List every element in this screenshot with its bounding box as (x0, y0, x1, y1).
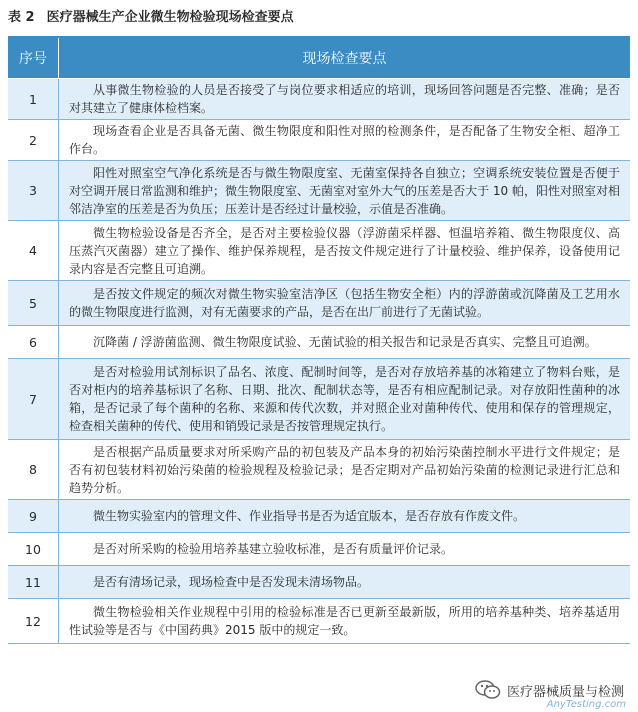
watermark-site: AnyTesting.com (546, 699, 626, 710)
row-text-content: 微生物检验相关作业规程中引用的检验标准是否已更新至最新版，所用的培养基种类、培养基适用性试验等是否与《中国药典》2015 版中的规定一致。 (69, 605, 620, 637)
row-text-content: 是否按文件规定的频次对微生物实验室洁净区（包括生物安全柜）内的浮游菌或沉降菌及工艺用水的微生物限度进行监测，对有无菌要求的产品，是否在出厂前进行了无菌试验。 (69, 287, 620, 319)
row-number: 2 (8, 120, 59, 160)
table-row (8, 533, 630, 566)
table-row (8, 161, 630, 221)
row-text (59, 120, 630, 160)
row-text (59, 79, 630, 119)
row-text-content: 现场查看企业是否具备无菌、微生物限度和阳性对照的检测条件，是否配备了生物安全柜、超净工作台。 (69, 124, 620, 156)
row-text (59, 599, 630, 643)
row-text (59, 221, 630, 280)
row-text (59, 566, 630, 598)
row-text (59, 161, 630, 220)
row-number: 1 (8, 79, 59, 119)
row-text-content: 沉降菌 / 浮游菌监测、微生物限度试验、无菌试验的相关报告和记录是否真实、完整且可追溯。 (93, 335, 597, 349)
row-text-content: 是否对所采购的检验用培养基建立验收标准，是否有质量评价记录。 (93, 542, 454, 556)
row-text (59, 281, 630, 325)
table-row (8, 281, 630, 326)
table-row (8, 500, 630, 533)
table-row (8, 359, 630, 440)
row-number: 12 (8, 599, 59, 643)
row-text-content: 是否有清场记录，现场检查中是否发现未清场物品。 (93, 575, 370, 589)
table-header (8, 38, 630, 79)
row-text-content: 微生物实验室内的管理文件、作业指导书是否为适宜版本，是否存放有作废文件。 (93, 509, 526, 523)
row-number: 8 (8, 440, 59, 499)
row-text (59, 500, 630, 532)
row-number: 9 (8, 500, 59, 532)
row-number: 10 (8, 533, 59, 565)
table-title: 医疗器械生产企业微生物检验现场检查要点 (46, 10, 294, 25)
row-text-content: 是否对检验用试剂标识了品名、浓度、配制时间等，是否对存放培养基的冰箱建立了物料台账，是否对柜内的培养基标识了名称、日期、批次、配制状态等，是否有相应配制记录。对存放阳性菌种的冰箱，是否记录了每个菌种的名称、来源和传代次数，并对照企业对菌种传代、使用和保存的管理规定，检查相关菌种的传代、使用和销毁记录是否按管理规定执行。 (69, 365, 620, 433)
header-serial: 序号 (8, 38, 59, 78)
table-row (8, 440, 630, 500)
table-row (8, 566, 630, 599)
row-text (59, 440, 630, 499)
wechat-icon (475, 680, 501, 700)
row-text-content: 是否根据产品质量要求对所采购产品的初包装及产品本身的初始污染菌控制水平进行文件规定；是否有初包装材料初始污染菌的检验规程及检验记录；是否定期对产品初始污染菌的检测记录进行汇总和趋势分析。 (69, 444, 620, 495)
row-text-content: 微生物检验设备是否齐全，是否对主要检验仪器（浮游菌采样器、恒温培养箱、微生物限度仪、高压蒸汽灭菌器）建立了操作、维护保养规程，是否按文件规定进行了计量校验、维护保养，设备使用记录内容是否完整且可追溯。 (69, 225, 620, 276)
row-text (59, 533, 630, 565)
table-row (8, 79, 630, 120)
header-points: 现场检查要点 (302, 51, 387, 67)
watermark-text: 医疗器械质量与检测 (506, 684, 624, 700)
row-text (59, 326, 630, 358)
row-text (59, 359, 630, 439)
row-text-content: 阳性对照室空气净化系统是否与微生物限度室、无菌室保持各自独立；空调系统安装位置是否便于对空调开展日常监测和维护；微生物限度室、无菌室对室外大气的压差是否大于 10 帕，阳性对照室对相邻洁净室的压差是否为负压；压差计是否经过计量校验，示值是否准确。 (69, 165, 620, 216)
table-row (8, 120, 630, 161)
inspection-table (8, 36, 630, 644)
row-text-content: 从事微生物检验的人员是否接受了与岗位要求相适应的培训，现场回答问题是否完整、准确；是否对其建立了健康体检档案。 (69, 83, 620, 115)
table-row (8, 326, 630, 359)
table-row (8, 221, 630, 281)
table-caption (8, 6, 294, 25)
row-number: 6 (8, 326, 59, 358)
row-number: 11 (8, 566, 59, 598)
row-number: 5 (8, 281, 59, 325)
table-number: 表 2 (8, 10, 35, 25)
row-number: 3 (8, 161, 59, 220)
row-number: 7 (8, 359, 59, 439)
row-number: 4 (8, 221, 59, 280)
table-row (8, 599, 630, 644)
